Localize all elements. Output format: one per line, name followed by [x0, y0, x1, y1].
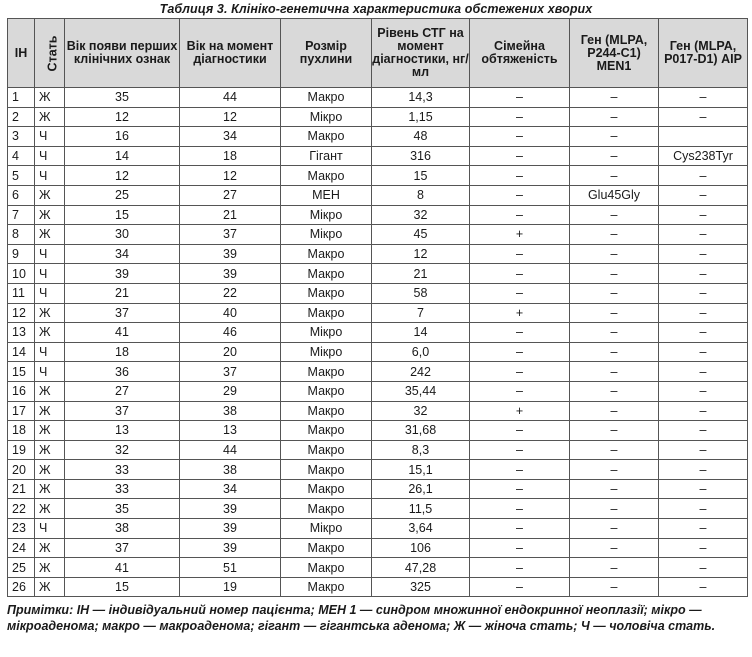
- cell-gene-aip: –: [659, 166, 748, 186]
- cell-gene-aip: –: [659, 460, 748, 480]
- cell-id: 9: [8, 244, 35, 264]
- cell-sex: Ж: [35, 303, 65, 323]
- cell-gh-level: 26,1: [372, 479, 470, 499]
- cell-id: 20: [8, 460, 35, 480]
- cell-diagnosis-age: 29: [180, 381, 281, 401]
- cell-gh-level: 15: [372, 166, 470, 186]
- table-row: [8, 479, 748, 499]
- cell-gh-level: 48: [372, 127, 470, 147]
- cell-gene-aip: –: [659, 342, 748, 362]
- table-row: [8, 499, 748, 519]
- cell-id: 13: [8, 323, 35, 343]
- cell-gene-aip: –: [659, 440, 748, 460]
- cell-id: 15: [8, 362, 35, 382]
- cell-onset-age: 12: [65, 166, 180, 186]
- cell-gene-aip: –: [659, 421, 748, 441]
- table-row: [8, 381, 748, 401]
- cell-family-history: –: [470, 381, 570, 401]
- cell-gene-men1: –: [570, 205, 659, 225]
- cell-onset-age: 39: [65, 264, 180, 284]
- cell-sex: Ж: [35, 401, 65, 421]
- cell-diagnosis-age: 18: [180, 146, 281, 166]
- cell-gene-aip: –: [659, 381, 748, 401]
- cell-tumor-size: Мікро: [281, 225, 372, 245]
- cell-gh-level: 316: [372, 146, 470, 166]
- cell-onset-age: 38: [65, 519, 180, 539]
- cell-tumor-size: Макро: [281, 538, 372, 558]
- cell-gene-aip: –: [659, 323, 748, 343]
- cell-gh-level: 242: [372, 362, 470, 382]
- header-sex: [35, 19, 65, 88]
- cell-diagnosis-age: 21: [180, 205, 281, 225]
- cell-id: 5: [8, 166, 35, 186]
- cell-id: 17: [8, 401, 35, 421]
- cell-onset-age: 41: [65, 558, 180, 578]
- cell-family-history: –: [470, 577, 570, 597]
- cell-tumor-size: Мікро: [281, 519, 372, 539]
- cell-gh-level: 12: [372, 244, 470, 264]
- cell-tumor-size: Макро: [281, 166, 372, 186]
- cell-diagnosis-age: 38: [180, 401, 281, 421]
- cell-id: 1: [8, 88, 35, 108]
- cell-gene-men1: –: [570, 146, 659, 166]
- cell-tumor-size: Макро: [281, 558, 372, 578]
- cell-gh-level: 14: [372, 323, 470, 343]
- cell-family-history: –: [470, 127, 570, 147]
- table-row: [8, 264, 748, 284]
- cell-gh-level: 45: [372, 225, 470, 245]
- cell-tumor-size: Макро: [281, 381, 372, 401]
- cell-tumor-size: Макро: [281, 499, 372, 519]
- cell-family-history: –: [470, 264, 570, 284]
- cell-sex: Ж: [35, 323, 65, 343]
- cell-diagnosis-age: 46: [180, 323, 281, 343]
- cell-family-history: –: [470, 146, 570, 166]
- table-caption: Таблиця 3. Клініко-генетична характеристика обстежених хворих: [159, 2, 593, 16]
- cell-id: 12: [8, 303, 35, 323]
- cell-sex: Ч: [35, 146, 65, 166]
- cell-family-history: –: [470, 558, 570, 578]
- cell-sex: Ж: [35, 421, 65, 441]
- cell-gh-level: 47,28: [372, 558, 470, 578]
- table-row: [8, 244, 748, 264]
- cell-tumor-size: Мікро: [281, 107, 372, 127]
- cell-diagnosis-age: 27: [180, 185, 281, 205]
- cell-onset-age: 41: [65, 323, 180, 343]
- cell-tumor-size: Мікро: [281, 323, 372, 343]
- cell-gene-men1: –: [570, 577, 659, 597]
- cell-tumor-size: Мікро: [281, 342, 372, 362]
- cell-family-history: –: [470, 342, 570, 362]
- table-row: [8, 342, 748, 362]
- cell-family-history: –: [470, 479, 570, 499]
- cell-tumor-size: Макро: [281, 401, 372, 421]
- cell-sex: Ч: [35, 166, 65, 186]
- table-row: [8, 303, 748, 323]
- cell-family-history: –: [470, 499, 570, 519]
- table-row: [8, 225, 748, 245]
- cell-gene-aip: –: [659, 479, 748, 499]
- cell-family-history: –: [470, 185, 570, 205]
- cell-diagnosis-age: 34: [180, 479, 281, 499]
- cell-tumor-size: Мікро: [281, 205, 372, 225]
- cell-gene-men1: –: [570, 283, 659, 303]
- cell-gene-aip: –: [659, 499, 748, 519]
- cell-onset-age: 21: [65, 283, 180, 303]
- cell-tumor-size: Гігант: [281, 146, 372, 166]
- cell-diagnosis-age: 44: [180, 88, 281, 108]
- table-row: [8, 440, 748, 460]
- cell-id: 23: [8, 519, 35, 539]
- cell-diagnosis-age: 39: [180, 244, 281, 264]
- cell-id: 11: [8, 283, 35, 303]
- cell-gene-aip: –: [659, 185, 748, 205]
- table-row: [8, 421, 748, 441]
- cell-onset-age: 18: [65, 342, 180, 362]
- cell-sex: Ч: [35, 283, 65, 303]
- cell-tumor-size: Макро: [281, 244, 372, 264]
- cell-gene-aip: –: [659, 303, 748, 323]
- cell-diagnosis-age: 37: [180, 225, 281, 245]
- cell-onset-age: 25: [65, 185, 180, 205]
- cell-sex: Ж: [35, 538, 65, 558]
- table-row: [8, 283, 748, 303]
- cell-diagnosis-age: 39: [180, 538, 281, 558]
- cell-diagnosis-age: 40: [180, 303, 281, 323]
- cell-diagnosis-age: 51: [180, 558, 281, 578]
- cell-gene-aip: –: [659, 577, 748, 597]
- cell-id: 18: [8, 421, 35, 441]
- cell-family-history: –: [470, 323, 570, 343]
- cell-sex: Ч: [35, 342, 65, 362]
- cell-id: 26: [8, 577, 35, 597]
- cell-id: 19: [8, 440, 35, 460]
- clinical-genetic-table: [7, 18, 748, 597]
- cell-onset-age: 15: [65, 205, 180, 225]
- cell-gene-men1: –: [570, 401, 659, 421]
- cell-gene-men1: –: [570, 362, 659, 382]
- table-row: [8, 460, 748, 480]
- cell-gene-aip: –: [659, 205, 748, 225]
- cell-family-history: –: [470, 283, 570, 303]
- cell-onset-age: 14: [65, 146, 180, 166]
- cell-gene-aip: –: [659, 225, 748, 245]
- cell-id: 7: [8, 205, 35, 225]
- header-gene-men1: Ген (MLPA, P244-C1) MEN1: [570, 19, 659, 88]
- cell-gene-men1: –: [570, 323, 659, 343]
- cell-gene-men1: –: [570, 519, 659, 539]
- cell-family-history: –: [470, 88, 570, 108]
- table-row: [8, 185, 748, 205]
- cell-sex: Ж: [35, 460, 65, 480]
- cell-diagnosis-age: 19: [180, 577, 281, 597]
- cell-gene-aip: –: [659, 401, 748, 421]
- cell-gene-aip: –: [659, 538, 748, 558]
- cell-tumor-size: Макро: [281, 283, 372, 303]
- cell-gene-men1: –: [570, 538, 659, 558]
- cell-gene-men1: –: [570, 440, 659, 460]
- cell-sex: Ж: [35, 558, 65, 578]
- cell-onset-age: 32: [65, 440, 180, 460]
- cell-family-history: +: [470, 401, 570, 421]
- table-row: [8, 401, 748, 421]
- table-header-row: [8, 19, 748, 88]
- cell-gh-level: 14,3: [372, 88, 470, 108]
- cell-gh-level: 1,15: [372, 107, 470, 127]
- cell-gh-level: 58: [372, 283, 470, 303]
- table-row: [8, 107, 748, 127]
- cell-family-history: –: [470, 166, 570, 186]
- cell-family-history: –: [470, 519, 570, 539]
- cell-family-history: –: [470, 460, 570, 480]
- cell-onset-age: 27: [65, 381, 180, 401]
- cell-gene-men1: –: [570, 342, 659, 362]
- cell-onset-age: 33: [65, 479, 180, 499]
- header-diagnosis-age: Вік на момент діагностики: [180, 19, 281, 88]
- cell-sex: Ч: [35, 519, 65, 539]
- table-row: [8, 558, 748, 578]
- cell-tumor-size: Макро: [281, 303, 372, 323]
- cell-diagnosis-age: 22: [180, 283, 281, 303]
- cell-gene-men1: –: [570, 107, 659, 127]
- cell-family-history: –: [470, 538, 570, 558]
- cell-tumor-size: Макро: [281, 264, 372, 284]
- cell-gh-level: 31,68: [372, 421, 470, 441]
- cell-gh-level: 32: [372, 401, 470, 421]
- cell-sex: Ж: [35, 88, 65, 108]
- cell-tumor-size: МЕН: [281, 185, 372, 205]
- cell-family-history: –: [470, 107, 570, 127]
- cell-family-history: –: [470, 244, 570, 264]
- cell-gh-level: 106: [372, 538, 470, 558]
- cell-family-history: +: [470, 303, 570, 323]
- cell-gene-aip: –: [659, 264, 748, 284]
- cell-diagnosis-age: 12: [180, 107, 281, 127]
- table-row: [8, 577, 748, 597]
- cell-gh-level: 7: [372, 303, 470, 323]
- table-row: [8, 146, 748, 166]
- cell-gene-men1: –: [570, 421, 659, 441]
- cell-sex: Ж: [35, 205, 65, 225]
- cell-id: 21: [8, 479, 35, 499]
- cell-family-history: –: [470, 440, 570, 460]
- cell-tumor-size: Макро: [281, 577, 372, 597]
- cell-onset-age: 33: [65, 460, 180, 480]
- cell-onset-age: 15: [65, 577, 180, 597]
- cell-gene-aip: –: [659, 558, 748, 578]
- cell-id: 6: [8, 185, 35, 205]
- cell-gh-level: 3,64: [372, 519, 470, 539]
- cell-diagnosis-age: 12: [180, 166, 281, 186]
- header-id: ІН: [8, 19, 35, 88]
- cell-gene-men1: –: [570, 88, 659, 108]
- cell-sex: Ч: [35, 127, 65, 147]
- cell-gene-aip: –: [659, 88, 748, 108]
- cell-tumor-size: Макро: [281, 88, 372, 108]
- cell-family-history: –: [470, 205, 570, 225]
- cell-id: 8: [8, 225, 35, 245]
- cell-gene-men1: –: [570, 558, 659, 578]
- cell-onset-age: 37: [65, 538, 180, 558]
- cell-tumor-size: Макро: [281, 362, 372, 382]
- cell-diagnosis-age: 20: [180, 342, 281, 362]
- cell-sex: Ж: [35, 185, 65, 205]
- cell-id: 25: [8, 558, 35, 578]
- cell-gene-men1: –: [570, 460, 659, 480]
- cell-family-history: +: [470, 225, 570, 245]
- cell-gene-men1: –: [570, 244, 659, 264]
- cell-id: 16: [8, 381, 35, 401]
- cell-sex: Ж: [35, 499, 65, 519]
- cell-gene-men1: –: [570, 381, 659, 401]
- cell-gh-level: 8: [372, 185, 470, 205]
- cell-gh-level: 325: [372, 577, 470, 597]
- cell-tumor-size: Макро: [281, 127, 372, 147]
- cell-id: 10: [8, 264, 35, 284]
- cell-gene-aip: –: [659, 283, 748, 303]
- cell-family-history: –: [470, 421, 570, 441]
- cell-gene-men1: –: [570, 499, 659, 519]
- cell-sex: Ж: [35, 381, 65, 401]
- cell-gh-level: 8,3: [372, 440, 470, 460]
- table-row: [8, 519, 748, 539]
- table-row: [8, 88, 748, 108]
- header-onset-age: Вік появи перших клінічних ознак: [65, 19, 180, 88]
- cell-onset-age: 34: [65, 244, 180, 264]
- cell-sex: Ч: [35, 362, 65, 382]
- cell-onset-age: 37: [65, 401, 180, 421]
- cell-tumor-size: Макро: [281, 421, 372, 441]
- cell-gene-aip: –: [659, 107, 748, 127]
- cell-tumor-size: Макро: [281, 440, 372, 460]
- cell-diagnosis-age: 39: [180, 264, 281, 284]
- cell-onset-age: 16: [65, 127, 180, 147]
- table-row: [8, 323, 748, 343]
- cell-gene-aip: –: [659, 519, 748, 539]
- cell-tumor-size: Макро: [281, 479, 372, 499]
- cell-gene-men1: –: [570, 264, 659, 284]
- table-row: [8, 362, 748, 382]
- table-row: [8, 205, 748, 225]
- table-body: [8, 88, 748, 597]
- header-family-history: Сімейна обтяженість: [470, 19, 570, 88]
- header-tumor-size: Розмір пухлини: [281, 19, 372, 88]
- cell-gh-level: 6,0: [372, 342, 470, 362]
- cell-gh-level: 21: [372, 264, 470, 284]
- cell-sex: Ч: [35, 264, 65, 284]
- cell-diagnosis-age: 34: [180, 127, 281, 147]
- cell-id: 22: [8, 499, 35, 519]
- cell-onset-age: 35: [65, 499, 180, 519]
- cell-diagnosis-age: 44: [180, 440, 281, 460]
- cell-gene-aip: Cys238Tyr: [659, 146, 748, 166]
- cell-onset-age: 37: [65, 303, 180, 323]
- cell-gene-men1: –: [570, 166, 659, 186]
- cell-gh-level: 32: [372, 205, 470, 225]
- cell-onset-age: 36: [65, 362, 180, 382]
- table-row: [8, 166, 748, 186]
- cell-onset-age: 30: [65, 225, 180, 245]
- cell-gene-men1: –: [570, 127, 659, 147]
- header-sex-label: Стать: [45, 35, 60, 71]
- cell-gene-aip: –: [659, 362, 748, 382]
- table-row: [8, 127, 748, 147]
- cell-sex: Ж: [35, 577, 65, 597]
- cell-gene-men1: –: [570, 225, 659, 245]
- cell-id: 2: [8, 107, 35, 127]
- cell-onset-age: 12: [65, 107, 180, 127]
- cell-onset-age: 13: [65, 421, 180, 441]
- header-gene-aip: Ген (MLPA, P017-D1) AIP: [659, 19, 748, 88]
- cell-gene-aip: [659, 127, 748, 147]
- cell-gene-men1: –: [570, 303, 659, 323]
- cell-gene-men1: Glu45Gly: [570, 185, 659, 205]
- cell-sex: Ж: [35, 479, 65, 499]
- cell-diagnosis-age: 39: [180, 519, 281, 539]
- cell-id: 3: [8, 127, 35, 147]
- cell-sex: Ж: [35, 225, 65, 245]
- cell-tumor-size: Макро: [281, 460, 372, 480]
- table-row: [8, 538, 748, 558]
- cell-diagnosis-age: 13: [180, 421, 281, 441]
- cell-id: 14: [8, 342, 35, 362]
- table-notes: Примітки: ІН — індивідуальний номер пацієнта; МЕН 1 — синдром множинної ендокринної неоплазії; мікро — мікроаденома; макро — макроаденома; гігант — гігантська аденома; Ж — жіноча стать; Ч — чоловіча стать.: [7, 603, 716, 633]
- cell-diagnosis-age: 39: [180, 499, 281, 519]
- cell-id: 4: [8, 146, 35, 166]
- cell-gh-level: 11,5: [372, 499, 470, 519]
- cell-sex: Ч: [35, 244, 65, 264]
- cell-sex: Ж: [35, 440, 65, 460]
- cell-diagnosis-age: 38: [180, 460, 281, 480]
- cell-id: 24: [8, 538, 35, 558]
- cell-gene-men1: –: [570, 479, 659, 499]
- cell-gene-aip: –: [659, 244, 748, 264]
- cell-sex: Ж: [35, 107, 65, 127]
- cell-diagnosis-age: 37: [180, 362, 281, 382]
- cell-family-history: –: [470, 362, 570, 382]
- header-gh-level: Рівень СТГ на момент діагностики, нг/мл: [372, 19, 470, 88]
- cell-gh-level: 35,44: [372, 381, 470, 401]
- cell-gh-level: 15,1: [372, 460, 470, 480]
- cell-onset-age: 35: [65, 88, 180, 108]
